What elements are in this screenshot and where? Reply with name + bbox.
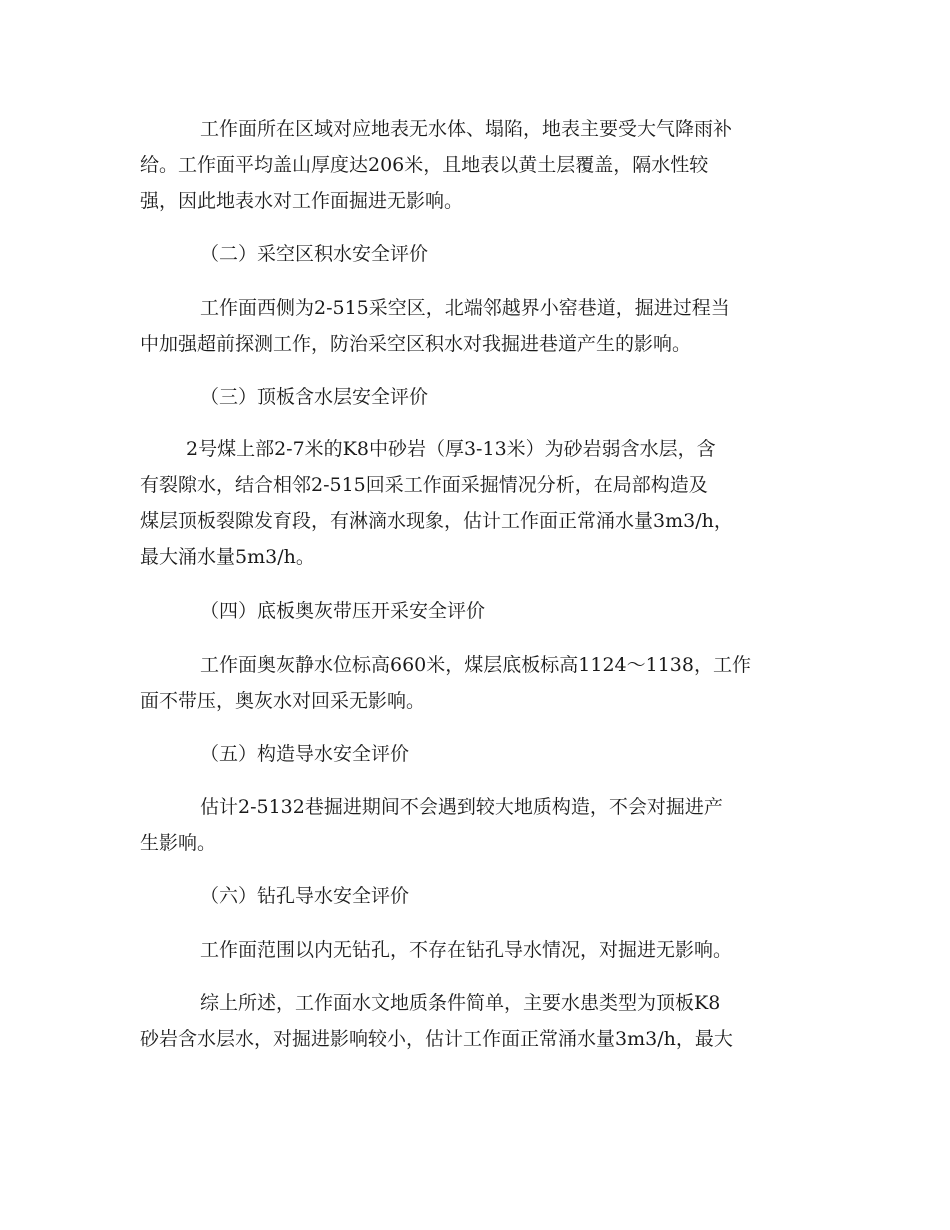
paragraph-line: 2号煤上部2-7米的K8中砂岩（厚3-13米）为砂岩弱含水层，含 [186, 438, 716, 460]
paragraph-line: 综上所述，工作面水文地质条件简单，主要水患类型为顶板K8 [200, 992, 721, 1014]
paragraph-line: 有裂隙水，结合相邻2-515回采工作面采掘情况分析，在局部构造及 [140, 474, 708, 496]
paragraph-line: 给。工作面平均盖山厚度达206米，且地表以黄土层覆盖，隔水性较 [140, 154, 709, 176]
paragraph-line: 生影响。 [140, 832, 217, 854]
paragraph-line: 面不带压，奥灰水对回采无影响。 [140, 690, 426, 712]
section-heading: （四）底板奥灰带压开采安全评价 [200, 600, 486, 622]
paragraph-line: 工作面所在区域对应地表无水体、塌陷，地表主要受大气降雨补 [200, 118, 733, 140]
paragraph-line: 中加强超前探测工作，防治采空区积水对我掘进巷道产生的影响。 [140, 333, 692, 355]
paragraph-line: 工作面西侧为2-515采空区，北端邻越界小窑巷道，掘进过程当 [200, 297, 730, 319]
section-heading: （二）采空区积水安全评价 [200, 243, 429, 265]
section-heading: （六）钻孔导水安全评价 [200, 885, 410, 907]
section-heading: （五）构造导水安全评价 [200, 743, 410, 765]
paragraph-line: 估计2-5132巷掘进期间不会遇到较大地质构造，不会对掘进产 [200, 796, 723, 818]
paragraph-line: 工作面奥灰静水位标高660米，煤层底板标高1124～1138，工作 [200, 654, 751, 676]
paragraph-line: 工作面范围以内无钻孔，不存在钻孔导水情况，对掘进无影响。 [200, 939, 733, 961]
paragraph-line: 强，因此地表水对工作面掘进无影响。 [140, 190, 464, 212]
section-heading: （三）顶板含水层安全评价 [200, 386, 429, 408]
paragraph-line: 最大涌水量5m3/h。 [140, 546, 315, 568]
paragraph-line: 煤层顶板裂隙发育段，有淋滴水现象，估计工作面正常涌水量3m3/h， [140, 510, 733, 532]
paragraph-line: 砂岩含水层水，对掘进影响较小，估计工作面正常涌水量3m3/h，最大 [140, 1028, 733, 1050]
